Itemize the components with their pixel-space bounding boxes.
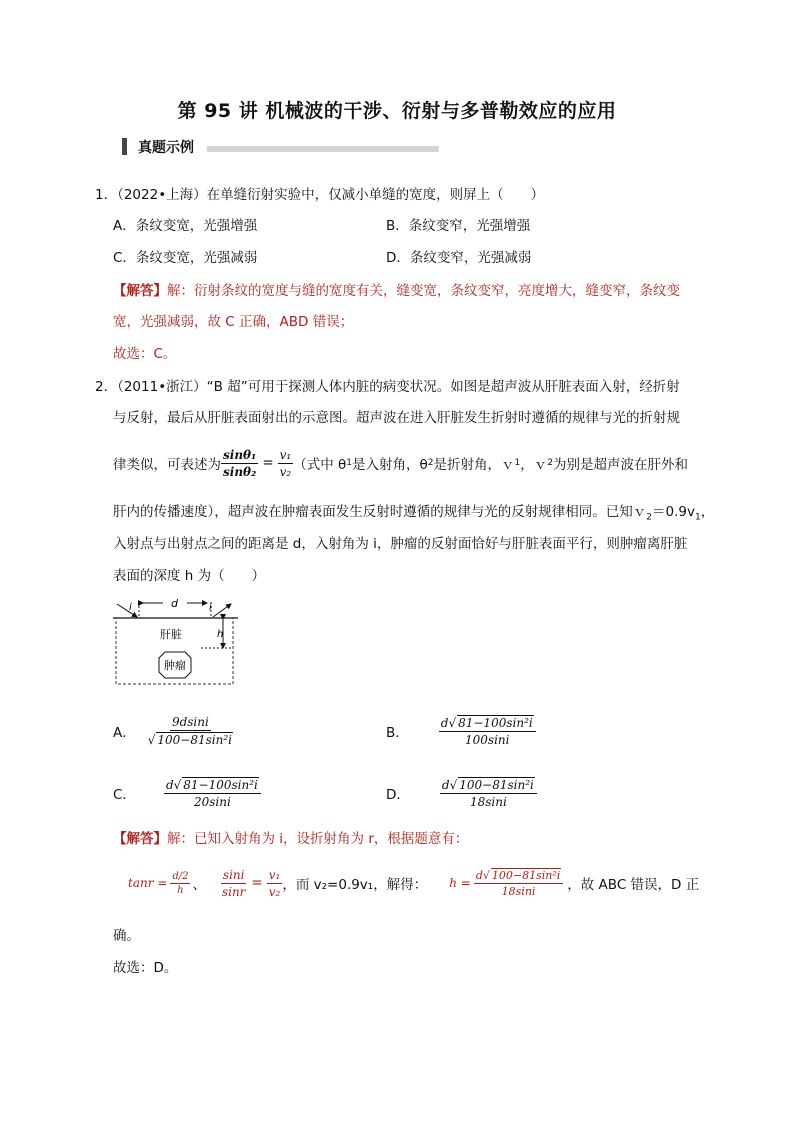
q2-eq2-den: sinr bbox=[221, 884, 246, 899]
section-heading: 真题示例 bbox=[138, 140, 194, 156]
q2-eq1-fraction bbox=[170, 871, 190, 896]
q1-stem: 1．（2022•上海）在单缝衍射实验中，仅减小单缝的宽度，则屏上（ ） bbox=[95, 187, 545, 203]
q2-eq2-num: sini bbox=[222, 867, 245, 882]
q2-option-a bbox=[113, 706, 235, 756]
q2-option-b-den: 100sini bbox=[465, 733, 510, 747]
q2-snell-den: sinθ₂ bbox=[223, 464, 257, 479]
q2-eq3-lhs: h = bbox=[449, 876, 471, 890]
fig-label-d: d bbox=[171, 597, 178, 610]
q2-option-d-num-root: 100−81sin²i bbox=[459, 778, 534, 792]
q1-answer-text1: 解：衍射条纹的宽度与缝的宽度有关，缝变宽，条纹变窄，亮度增大，缝变窄，条纹变 bbox=[167, 283, 680, 299]
q2-sub4: 2 bbox=[547, 458, 553, 468]
q2-option-b-num-pre: d bbox=[440, 716, 449, 730]
q1-answer-line1 bbox=[113, 279, 680, 299]
q2-eq1-den: h bbox=[177, 884, 184, 896]
q2-line3-c: 是入射角，θ bbox=[352, 457, 428, 473]
q2-option-c-label: C． bbox=[113, 787, 136, 803]
q2-option-d-fraction bbox=[440, 777, 537, 809]
liver-tumor-figure bbox=[113, 592, 238, 690]
q2-line4-b: ＝0.9v bbox=[651, 504, 695, 520]
q2-option-b-label: B． bbox=[386, 725, 409, 741]
q2-velocity-den: v₂ bbox=[279, 464, 292, 479]
q2-answer-tag: 【解答】 bbox=[113, 831, 167, 847]
q2-option-b-num-wrap: d√ 81−100sin²i bbox=[439, 715, 536, 732]
q2-line3-b: （式中 θ bbox=[293, 457, 347, 473]
q2-stem-line1: 2．（2011•浙江）“B 超”可用于探测人体内脏的病变状况。如图是超声波从肝脏表面入射，经折射 bbox=[95, 379, 680, 395]
q2-line4-a: 肝内的传播速度），超声波在肿瘤表面发生反射时遵循的规律与光的反射规律相同。已知ｖ bbox=[113, 504, 647, 520]
q2-option-b-fraction bbox=[439, 715, 536, 747]
page-title: 第 95 讲 机械波的干涉、衍射与多普勒效应的应用 bbox=[177, 100, 617, 122]
q2-option-c-fraction bbox=[164, 777, 261, 809]
q2-snell-fraction bbox=[221, 448, 258, 479]
q2-velocity-fraction bbox=[278, 448, 294, 479]
q2-eq3-num-wrap: d√ 100−81sin²i bbox=[474, 868, 563, 884]
q2-option-b-num-root: 81−100sin²i bbox=[458, 716, 533, 730]
q2-eq3-fraction bbox=[474, 868, 563, 898]
q1-answer-tag: 【解答】 bbox=[113, 283, 167, 299]
q2-answer-tail2: 确。 bbox=[113, 928, 140, 944]
q1-option-d: D．条纹变窄，光强减弱 bbox=[386, 250, 532, 266]
q2-answer-text1: 解：已知入射角为 i，设折射角为 r，根据题意有： bbox=[167, 831, 469, 847]
q2-line4-sub1: 1 bbox=[694, 512, 701, 523]
q2-eq3-num-pre: d bbox=[475, 869, 483, 882]
q2-eq2-fraction bbox=[220, 868, 247, 899]
q1-answer-choice: 故选：C。 bbox=[113, 346, 177, 362]
q2-option-d-num-pre: d bbox=[441, 778, 450, 792]
incident-ray bbox=[117, 604, 137, 617]
q2-answer-choice: 故选：D。 bbox=[113, 960, 178, 976]
q2-option-c-num-wrap: d√ 81−100sin²i bbox=[164, 777, 261, 794]
q2-option-d-num-wrap: d√ 100−81sin²i bbox=[440, 777, 537, 794]
q2-line4-sub: 2 bbox=[646, 512, 652, 523]
q2-eq-sep: 、 bbox=[192, 877, 206, 893]
q2-stem-line2: 与反射，最后从肝脏表面射出的示意图。超声波在进入肝脏发生折射时遵循的规律与光的折射规 bbox=[113, 410, 680, 426]
q2-snell-num: sinθ₁ bbox=[223, 447, 257, 462]
q2-answer-tail: ，故 ABC 错误，D 正 bbox=[567, 877, 700, 893]
q1-option-a: A．条纹变宽，光强增强 bbox=[113, 218, 258, 234]
section-marker bbox=[122, 138, 127, 155]
fig-label-liver: 肝脏 bbox=[160, 628, 182, 641]
q2-stem-line4 bbox=[113, 500, 714, 523]
q2-option-c-den: 20sini bbox=[193, 795, 231, 809]
q1-option-c: C．条纹变宽，光强减弱 bbox=[113, 250, 258, 266]
q2-option-c bbox=[113, 768, 261, 818]
q2-sub3: 1 bbox=[514, 458, 521, 468]
q2-eq2-vden: v₂ bbox=[268, 884, 281, 899]
q2-stem-line3: 律类似，可表述为 $\frac{\text{sinθ₁}}{\text{sinθ₂}}$ = $\frac{\text{v₁}}{\text{v₂}}$ （式中 θ 1 是入射角，θ 2 是折射角，ｖ 1 ，ｖ 2 为别是超声波在肝外和 bbox=[113, 447, 688, 479]
q2-option-a-num: 9dsini bbox=[171, 715, 209, 729]
q2-eq2-vnum: v₁ bbox=[268, 867, 281, 882]
q2-eq1-num: d/2 bbox=[172, 870, 189, 882]
q1-answer-line2: 宽，光强减弱，故 C 正确，ABD 错误； bbox=[113, 314, 354, 330]
q2-eq3-den: 18sini bbox=[501, 885, 536, 898]
q2-eq1-lhs: tanr = bbox=[128, 876, 168, 890]
q2-option-a-den: 100−81sin²i bbox=[157, 733, 233, 747]
q2-option-a-fraction bbox=[146, 715, 235, 747]
q2-option-c-num-root: 81−100sin²i bbox=[183, 778, 258, 792]
q2-answer-mid: ，而 v₂=0.9v₁，解得： bbox=[282, 877, 428, 893]
q2-option-b bbox=[386, 706, 536, 756]
q2-line3-a: 律类似，可表述为 bbox=[113, 457, 221, 473]
q2-sub1: 1 bbox=[346, 458, 353, 468]
fig-label-tumor: 肿瘤 bbox=[164, 659, 186, 672]
q2-answer-equations: tanr = $\frac{d/2}{h}$ 、 $\frac{\sin i}{\sin r}$ = $\frac{\text{v₁}}{\text{v₂}}$ ，而 v₂=0.9v₁，解得： h = $\frac{\text{d√ 100−81sin²i}}{18\sin i}$ ，故 ABC 错误，D 正 bbox=[128, 867, 700, 899]
q2-eq2-vfraction bbox=[267, 868, 283, 899]
q2-option-d-label: D． bbox=[386, 787, 410, 803]
q2-stem-line6: 表面的深度 h 为（ ） bbox=[113, 568, 266, 584]
q2-line4-c: ， bbox=[700, 504, 715, 520]
fig-label-i1: i bbox=[129, 602, 132, 613]
q2-option-d bbox=[386, 768, 537, 818]
q2-eq3-num-root: 100−81sin²i bbox=[491, 869, 561, 882]
q2-option-a-den-wrap: √ 100−81sin²i bbox=[147, 733, 233, 747]
q2-stem-line5: 入射点与出射点之间的距离是 d，入射角为 i，肿瘤的反射面恰好与肝脏表面平行，则肿瘤离肝脏 bbox=[113, 536, 688, 552]
q2-option-a-label: A． bbox=[113, 725, 136, 741]
q2-sub2: 2 bbox=[427, 458, 434, 468]
fig-label-h: h bbox=[217, 629, 224, 640]
q2-velocity-num: v₁ bbox=[279, 447, 292, 462]
outgoing-ray bbox=[213, 604, 231, 617]
q1-option-b: B．条纹变窄，光强增强 bbox=[386, 218, 531, 234]
q2-option-d-den: 18sini bbox=[469, 795, 507, 809]
q2-option-c-num-pre: d bbox=[165, 778, 174, 792]
section-divider bbox=[207, 146, 439, 152]
q2-line3-e: ，ｖ bbox=[520, 457, 548, 473]
fig-label-i2: i bbox=[209, 602, 212, 613]
q2-line3-d: 是折射角，ｖ bbox=[433, 457, 515, 473]
q2-line3-f: 为别是超声波在肝外和 bbox=[552, 457, 688, 473]
q2-answer-line1 bbox=[113, 827, 468, 847]
